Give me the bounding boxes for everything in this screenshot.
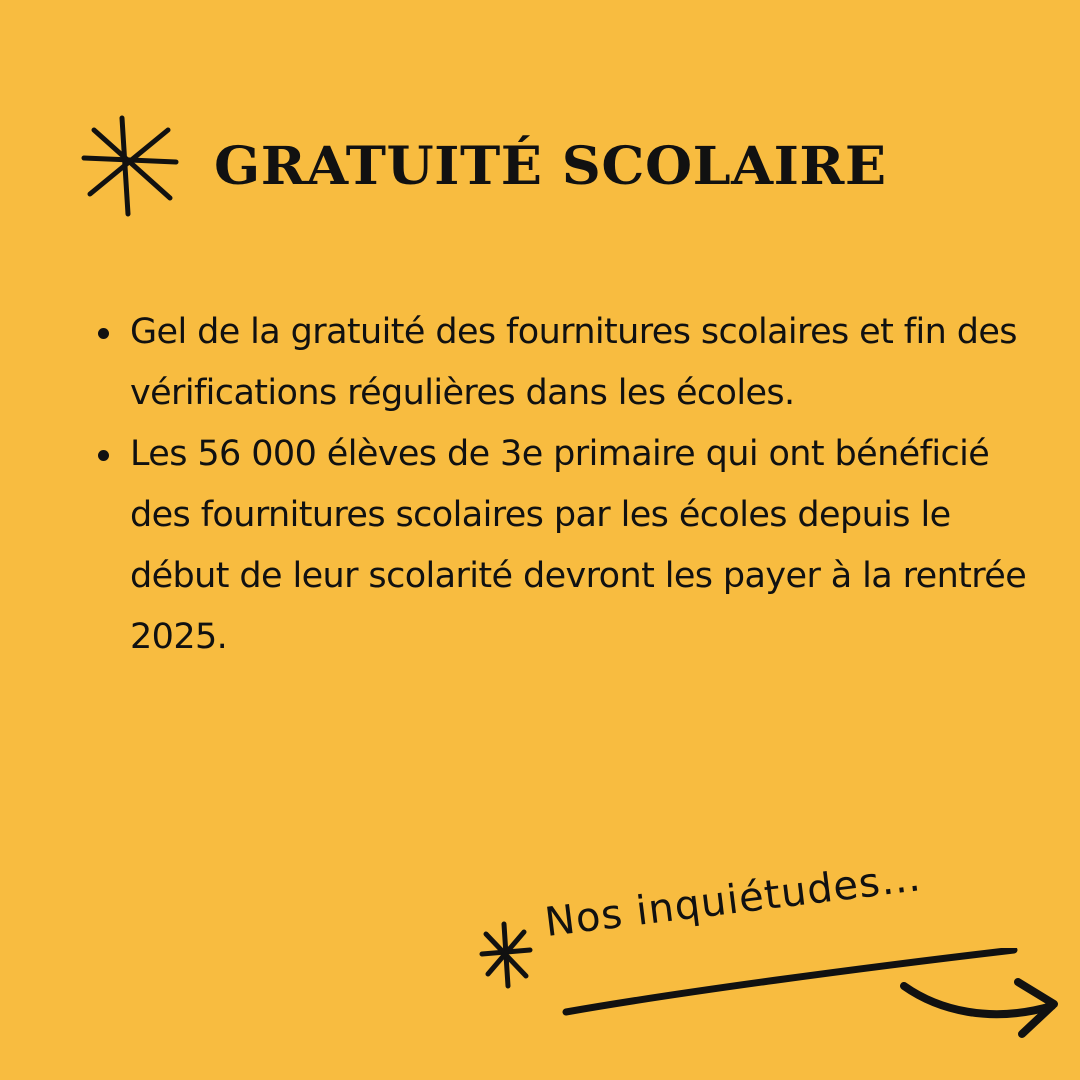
next-topic-label: Nos inquiétudes… (542, 854, 924, 946)
bullet-list (96, 302, 1056, 668)
page-title: GRATUITÉ SCOLAIRE (214, 136, 887, 197)
asterisk-icon (80, 112, 184, 220)
list-item (96, 302, 1056, 424)
bullet-icon (98, 450, 109, 461)
asterisk-icon (478, 920, 534, 990)
list-item (96, 424, 1056, 668)
bullet-icon (98, 328, 109, 339)
list-item-text: Les 56 000 élèves de 3e primaire qui ont bénéficié des fournitures scolaires par les écoles depuis le début de leur scolarité devront les payer à la rentrée 2025. (130, 434, 1027, 657)
list-item-text: Gel de la gratuité des fournitures scolaires et fin des vérifications régulières dans les écoles. (130, 312, 1017, 413)
arrow-right-icon[interactable] (898, 972, 1062, 1044)
